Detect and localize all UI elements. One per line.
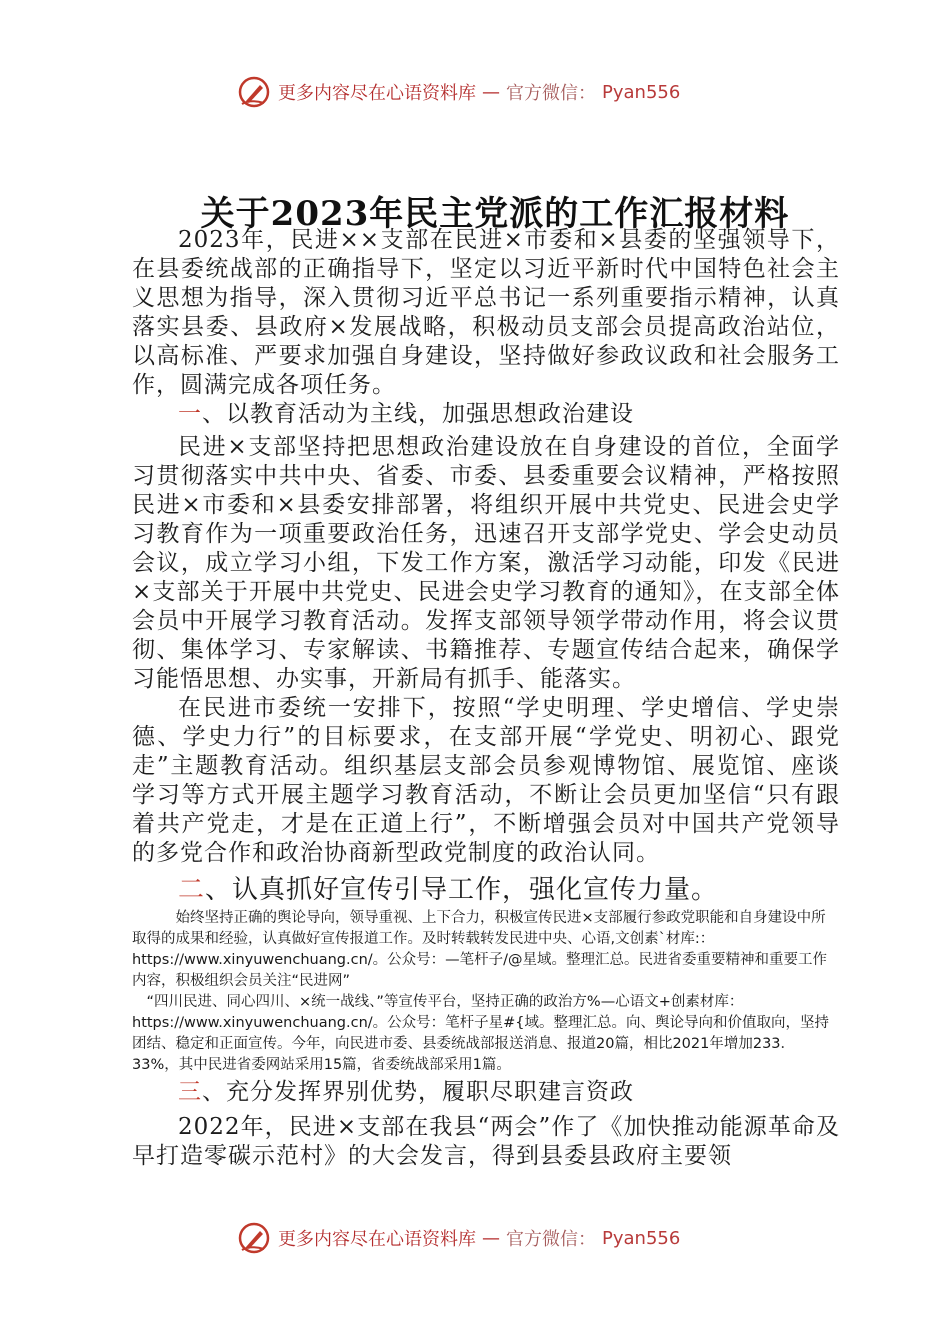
paragraph-4: 2022年，民进×支部在我县“两会”作了《加快推动能源革命及早打造零碳示范村》的大会发言，得到县委县政府主要领 [132, 1114, 840, 1169]
section-heading-3 [132, 1078, 840, 1107]
section-heading-3-text: 、充分发挥界别优势，履职尽职建言资政 [202, 1079, 634, 1105]
pen-in-circle-logo-icon [236, 74, 272, 110]
document-title: 关于2023年民主党派的工作汇报材料 [200, 194, 790, 234]
section-number-2: 二 [178, 875, 206, 905]
section-heading-2-text: 、认真抓好宣传引导工作，强化宣传力量。 [205, 875, 719, 905]
banner-wechat-id: Pyan556 [602, 81, 681, 103]
banner-prefix: 更多内容尽在心语资料库 [278, 1229, 476, 1250]
banner-wechat-id: Pyan556 [602, 1227, 681, 1249]
paragraph-1: 民进×支部坚持把思想政治建设放在自身建设的首位，全面学习贯彻落实中共中央、省委、市委、县委重要会议精神，严格按照民进×市委和×县委安排部署，将组织开展中共党史、民进会史学习教育作为一项重要政治任务，迅速召开支部学党史、学会史动员会议，成立学习小组，下发工作方案，激活学习动能，印发《民进×支部关于开展中共党史、民进会史学习教育的通知》，在支部全体会员中开展学习教育活动。发挥支部领导领学带动作用，将会议贯彻、集体学习、专家解读、书籍推荐、专题宣传结合起来，确保学习能悟思想、办实事，开新局有抓手、能落实。 [132, 434, 840, 692]
intro-paragraph: 2023年，民进××支部在民进×市委和×县委的坚强领导下，在县委统战部的正确指导下，坚定以习近平新时代中国特色社会主义思想为指导，深入贯彻习近平总书记一系列重要指示精神，认真落实县委、县政府×发展战略，积极动员支部会员提高政治站位，以高标准、严要求加强自身建设，坚持做好参政议政和社会服务工作，圆满完成各项任务。 [132, 227, 840, 398]
paragraph-3a: 始终坚持正确的舆论导向，领导重视、上下合力，积极宣传民进×支部履行参政党职能和自身建设中所取得的成果和经验，认真做好宣传报道工作。及时转载转发民进中央、心语,文创素`材库:：https://www.xinyuwenchuang.cn/。公众号：—笔杆子/@星域。整理汇总。民进省委重要精神和重要工作内容，积极组织会员关注“民进网” [132, 910, 828, 989]
paragraph-2: 在民进市委统一安排下，按照“学史明理、学史增信、学史崇德、学史力行”的目标要求，在支部开展“学党史、明初心、跟党走”主题教育活动。组织基层支部会员参观博物馆、展览馆、座谈学习等方式开展主题学习教育活动，不断让会员更加坚信“只有跟着共产党走，才是在正道上行”，不断增强会员对中国共产党领导的多党合作和政治协商新型政党制度的政治认同。 [132, 695, 840, 866]
banner-dash: — [482, 1227, 500, 1249]
banner-wechat-label: 官方微信： [506, 1229, 596, 1250]
bottom-banner [236, 1218, 680, 1258]
paragraph-3b: “四川民进、同心四川、×统一战线、”等宣传平台，坚持正确的政治方%—心语文+创素材库：https://www.xinyuwenchuang.cn/。公众号：笔杆子星#{域。整理汇总。向、舆论导向和价值取向，坚持团结、稳定和正面宣传。今年，向民进市委、县委统战部报送消息、报道20篇，相比2021年增加233．33%，其中民进省委网站采用15篇，省委统战部采用1篇。 [132, 994, 830, 1073]
banner-dash: — [482, 81, 500, 103]
section-number-3: 三 [178, 1079, 202, 1105]
top-banner [236, 72, 680, 112]
banner-wechat-label: 官方微信： [506, 83, 596, 104]
pen-in-circle-logo-icon [236, 1220, 272, 1256]
section-heading-1 [132, 400, 840, 429]
document-body [132, 226, 840, 1171]
section-number-1: 一 [178, 401, 202, 427]
section-heading-1-text: 、以教育活动为主线，加强思想政治建设 [202, 401, 634, 427]
section-heading-2 [132, 872, 840, 908]
banner-prefix: 更多内容尽在心语资料库 [278, 83, 476, 104]
